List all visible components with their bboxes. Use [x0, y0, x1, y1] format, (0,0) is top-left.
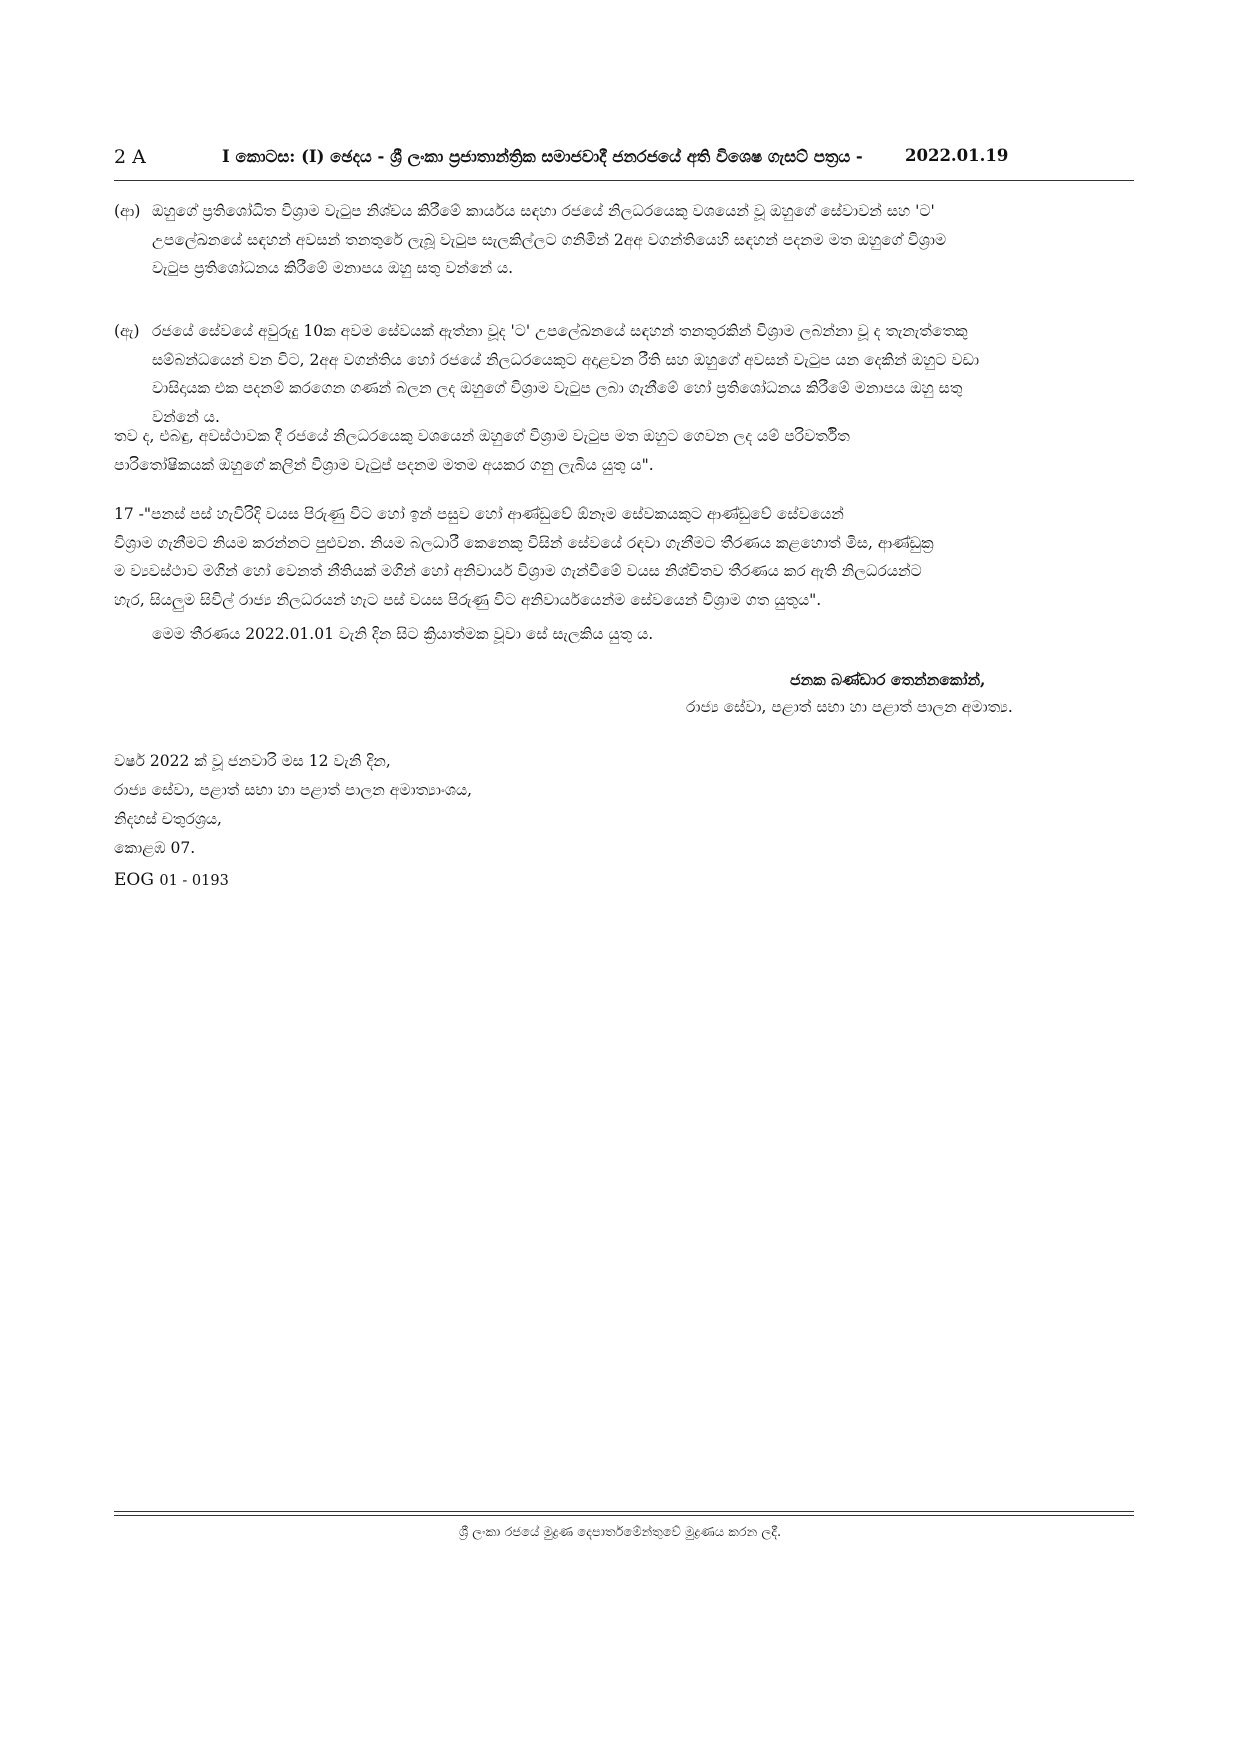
clause-ae-line: රජයේ සේවයේ අවුරුදු 10ක අවම සේවයක් ඇත්නා වූද 'ට' උපලේඛනයේ සඳහන් තනතුරකින් විශ්‍රාම ලබන්නා වූ ද තැනැත්තෙකු: [152, 322, 968, 340]
clause-ae: [114, 317, 1134, 431]
page-number: 2 A: [114, 146, 146, 168]
clause-aa: [114, 197, 1134, 283]
further-line: තව ද, එබඳු, අවස්ථාවක දී රජයේ නිලධරයෙකු වශයෙන් ඔහුගේ විශ්‍රාම වැටුප මත ඔහුට ගෙවන ලද යම් පරිවර්තිත: [114, 427, 850, 445]
clause-aa-line: ඔහුගේ ප්‍රතිශෝධිත විශ්‍රාම වැටුප නිශ්චය කිරීමේ කාර්යය සඳහා රජයේ නිලධරයෙකු වශයෙන් වූ ඔහුගේ සේවාවන් සහ 'ට': [152, 202, 935, 220]
clause-ae-line: වන්නේ ය.: [152, 407, 220, 426]
footer-rule-bottom: [114, 1515, 1134, 1516]
further-line: පාරිතෝෂිකයක් ඔහුගේ කලින් විශ්‍රාම වැටුප් පදනම මතම අයකර ගනු ලැබිය යුතු ය".: [114, 455, 654, 474]
footer-rule-top: [114, 1511, 1134, 1512]
clause-ae-line: වාසිදායක එක පදනම් කරගෙන ගණන් බලන ලද ඔහුගේ විශ්‍රාම වැටුප ලබා ගැනීමේ හෝ ප්‍රතිශෝධනය කිරීමේ මනාපය ඔහු සතු: [152, 379, 963, 397]
printer-credit: ශ්‍රී ලංකා රජයේ මුද්‍රණ දෙපාර්තමේන්තුවේ මුද්‍රණය කරන ලදී.: [458, 1525, 782, 1540]
effective-date-line: [152, 620, 1134, 649]
para17-line: 17 -"පනස් පස් හැවිරිදි වයස පිරුණු විට හෝ ඉන් පසුව හෝ ආණ්ඩුවේ ඕනෑම සේවකයකුට ආණ්ඩුවේ සේවයෙන්: [114, 505, 844, 523]
paragraph-17: [114, 500, 1134, 614]
address-line: නිදහස් චතුරශ්‍රය,: [114, 810, 222, 828]
effective-date-text: මෙම තීරණය 2022.01.01 වැනි දින සිට ක්‍රියාත්මක වූවා සේ සැලකිය යුතු ය.: [152, 625, 654, 643]
address-line: වර්ෂ 2022 ක් වූ ජනවාරි මස 12 වැනි දින,: [114, 752, 391, 770]
clause-ae-line: සම්බන්ධයෙන් වන විට, 2අඅ වගන්තිය හෝ රජයේ නිලධරයෙකුට අදාළවන රීති සහ ඔහුගේ අවසන් වැටුප යන දෙකින් ඔහුට වඩා: [152, 350, 980, 369]
para17-line: ම ව්‍යවස්ථාව මගින් හෝ වෙනත් නීතියක් මගින් හෝ අනිවාර්ය විශ්‍රාම ගැන්වීමේ වයස නිශ්චිතව තීරණය කර ඇති නිලධරයන්ට: [114, 562, 922, 580]
eog-number: 01 - 0193: [159, 873, 229, 889]
header-rule: [114, 180, 1134, 181]
further-paragraph: [114, 422, 1134, 479]
signatory-title: රාජ්‍ය සේවා, පළාත් සභා හා පළාත් පාලන අමාත්‍ය.: [686, 698, 1013, 716]
gazette-title: I කොටස: (I) ඡෙදය - ශ්‍රී ලංකා ප්‍රජාතාන්ත්‍රික සමාජවාදී ජනරජයේ අති විශෙෂ ගැසට් පත්‍රය -: [222, 147, 863, 166]
address-line: කොළඹ 07.: [114, 839, 196, 857]
gazette-date: 2022.01.19: [905, 146, 1009, 165]
signatory-name: ජනක බණ්ඩාර තෙන්නකෝන්,: [790, 670, 986, 689]
eog-reference: [114, 870, 229, 890]
para17-line: හැර, සියලුම සිවිල් රාජ්‍ය නිලධරයන් හැට පස් වයස පිරුණු විට අනිවාර්යයෙන්ම සේවයෙන් විශ්‍රාම ගත යුතුය".: [114, 590, 822, 609]
clause-ae-marker: (ඇ): [114, 322, 140, 340]
para17-line: විශ්‍රාම ගැනීමට නියම කරන්නට පුළුවන. නියම බලධාරී කෙනෙකු විසින් සේවයේ රඳවා ගැනීමට තීරණය කළහොත් මිස, ආණ්ඩුක්‍ර: [114, 533, 934, 552]
clause-aa-line: වැටුප ප්‍රතිශෝධනය කිරීමේ මනාපය ඔහු සතු වන්නේ ය.: [152, 259, 514, 277]
clause-aa-marker: (ආ): [114, 202, 141, 220]
address-block: [114, 747, 472, 863]
address-line: රාජ්‍ය සේවා, පළාත් සභා හා පළාත් පාලන අමාත්‍යාංශය,: [114, 781, 473, 799]
clause-aa-line: උපලේඛනයේ සඳහන් අවසන් තනතුරේ ලැබූ වැටුප සැලකිල්ලට ගනිමින් 2අඅ වගන්තියෙහි සඳහන් පදනම මත ඔහුගේ විශ්‍රාම: [152, 230, 947, 249]
eog-prefix: EOG: [114, 870, 154, 890]
